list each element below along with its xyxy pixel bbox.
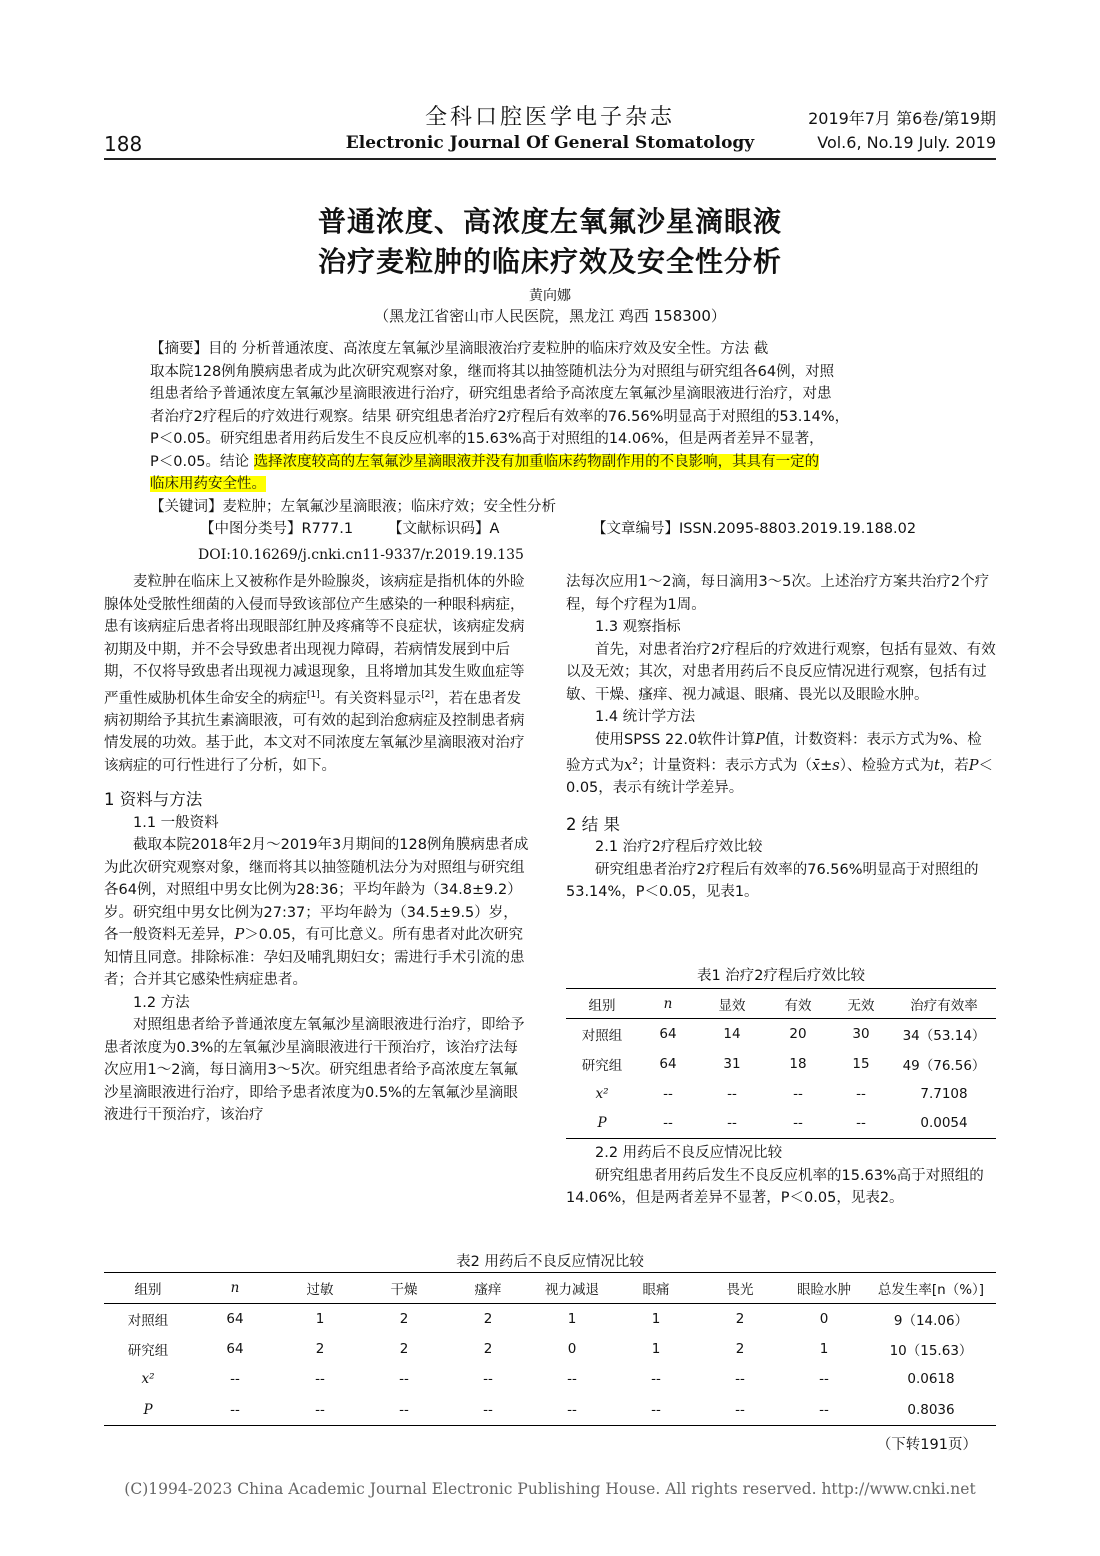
subsection-1-4: 1.4 统计学方法 bbox=[595, 709, 696, 725]
table-cell: 2 bbox=[483, 1310, 493, 1327]
table-header: 过敏 bbox=[306, 1281, 334, 1298]
table-cell: 14 bbox=[723, 1025, 741, 1042]
table-cell: -- bbox=[483, 1371, 493, 1388]
table-row bbox=[104, 1364, 996, 1395]
subsection-1-2: 1.2 方法 bbox=[133, 994, 190, 1011]
left-column bbox=[104, 571, 532, 1127]
table-cell: 9（14.06） bbox=[893, 1312, 969, 1329]
table-row bbox=[104, 1395, 996, 1426]
paragraph-text: 值，计数资料：表示方式为%、检验方式为 bbox=[566, 731, 982, 774]
intro-text: 。有关资料显示 bbox=[319, 690, 422, 707]
table-cell: 64 bbox=[659, 1025, 677, 1042]
subsection-2-2: 2.2 用药后不良反应情况比较 bbox=[595, 1145, 783, 1161]
table-cell: 0.8036 bbox=[907, 1401, 955, 1418]
intro-text: 麦粒肿在临床上又被称作是外睑腺炎，该病症是指机体的外睑腺体处受脓性细菌的入侵而导致该部位产生感染的一种眼科病症，患有该病症后患者将出现眼部红肿及疼痛等不良症状，该病症发病初期及中期，并不会导致患者出现视力障碍，若病情发展到中后期，不仅将导致患者出现视力减退现象，且将增加其发生败血症等严重性威胁机体生命安全的病症 bbox=[104, 574, 525, 707]
table-header: n bbox=[230, 1279, 240, 1296]
paragraph-1-2: 对照组患者给予普通浓度左氧氟沙星滴眼液进行治疗，即给予患者浓度为0.3%的左氧氟沙星滴眼液进行干预治疗，该治疗法每次应用1～2滴，每日滴用3～5次。研究组患者给予高浓度左氧氟沙星滴眼液进行治疗，即给予患者浓度为0.5%的左氧氟沙星滴眼液进行干预治疗，该治疗 bbox=[104, 1017, 525, 1124]
document-code: 【文献标识码】A bbox=[388, 521, 500, 537]
table-cell: -- bbox=[315, 1401, 325, 1418]
abstract-line bbox=[150, 451, 950, 474]
right-column bbox=[566, 571, 996, 904]
paragraph-text: ；计量资料：表示方式为（ bbox=[637, 757, 812, 774]
journal-title-en: Electronic Journal Of General Stomatology bbox=[345, 133, 755, 153]
subsection-2-1: 2.1 治疗2疗程后疗效比较 bbox=[595, 839, 763, 856]
table-cell: 1 bbox=[567, 1310, 577, 1327]
table-header: n bbox=[663, 995, 673, 1012]
table-cell: 34（53.14） bbox=[902, 1027, 986, 1044]
table-cell: x² bbox=[595, 1085, 609, 1102]
abstract bbox=[150, 338, 950, 541]
table-cell: 2 bbox=[735, 1340, 745, 1357]
table-cell: -- bbox=[399, 1371, 409, 1388]
table-row bbox=[566, 1049, 996, 1079]
table-cell: 0.0054 bbox=[920, 1115, 968, 1132]
table-cell: 2 bbox=[399, 1340, 409, 1357]
paragraph-text: ，若 bbox=[939, 757, 969, 774]
table-header: 无效 bbox=[847, 997, 875, 1014]
table-cell: 研究组 bbox=[581, 1057, 623, 1074]
table-header: 有效 bbox=[784, 997, 812, 1014]
intro-text: ，若在患者发病初期给予其抗生素滴眼液，可有效的起到治愈病症及控制患者病情发展的功效。基于此，本文对不同浓度左氧氟沙星滴眼液对治疗该病症的可行性进行了分析，如下。 bbox=[104, 690, 525, 774]
table-header: 瘙痒 bbox=[474, 1281, 502, 1298]
table-header: 治疗有效率 bbox=[910, 997, 978, 1014]
table-cell: -- bbox=[230, 1371, 240, 1388]
table-cell: -- bbox=[856, 1115, 866, 1132]
table-cell: 对照组 bbox=[127, 1312, 169, 1329]
classification-row bbox=[150, 518, 950, 541]
table-cell: 7.7108 bbox=[920, 1085, 968, 1102]
table-cell: -- bbox=[567, 1401, 577, 1418]
table-cell: -- bbox=[793, 1115, 803, 1132]
t-symbol: t bbox=[933, 757, 940, 774]
clc-number: 【中图分类号】R777.1 bbox=[200, 521, 354, 537]
paragraph-1-2-cont: 法每次应用1～2滴，每日滴用3～5次。上述治疗方案共治疗2个疗程，每个疗程为1周。 bbox=[566, 574, 990, 613]
table-cell: -- bbox=[483, 1401, 493, 1418]
table-cell: 1 bbox=[315, 1310, 325, 1327]
article-number: 【文章编号】ISSN.2095-8803.2019.19.188.02 bbox=[592, 521, 917, 537]
paragraph-text: ）、检验方式为 bbox=[839, 757, 934, 774]
paragraph-text: 使用SPSS 22.0软件计算 bbox=[595, 731, 756, 748]
paragraph-1-3: 首先，对患者治疗2疗程后的疗效进行观察，包括有显效、有效以及无效；其次，对患者用药后不良反应情况进行观察，包括有过敏、干燥、瘙痒、视力减退、眼痛、畏光以及眼睑水肿。 bbox=[566, 641, 996, 703]
table-cell: -- bbox=[819, 1401, 829, 1418]
table-cell: 0.0618 bbox=[907, 1371, 955, 1388]
table-cell: 2 bbox=[735, 1310, 745, 1327]
table-cell: 15 bbox=[852, 1055, 870, 1072]
p-symbol: P bbox=[755, 731, 766, 748]
table-cell: -- bbox=[735, 1401, 745, 1418]
table-row bbox=[104, 1303, 996, 1334]
table2 bbox=[104, 1272, 996, 1426]
table-cell: -- bbox=[567, 1371, 577, 1388]
copyright-notice: (C)1994-2023 China Academic Journal Electronic Publishing House. All rights reserved. http://www.cnki.net bbox=[124, 1480, 976, 1498]
table-cell: 64 bbox=[226, 1310, 244, 1327]
table-cell: -- bbox=[651, 1371, 661, 1388]
table-cell: 20 bbox=[789, 1025, 807, 1042]
table-cell: 2 bbox=[483, 1340, 493, 1357]
abstract-text: P＜0.05。结论 bbox=[150, 453, 254, 470]
abstract-line: 者治疗2疗程后的疗效进行观察。结果 研究组患者治疗2疗程后有效率的76.56%明显高于对照组的53.14%， bbox=[150, 408, 850, 425]
table-cell: 0 bbox=[819, 1310, 829, 1327]
table-cell: -- bbox=[727, 1115, 737, 1132]
subsection-1-1: 1.1 一般资料 bbox=[133, 814, 219, 831]
paragraph-1-4 bbox=[566, 729, 996, 800]
table-cell: 10（15.63） bbox=[889, 1342, 973, 1359]
table-header: 组别 bbox=[588, 997, 616, 1014]
table-cell: -- bbox=[819, 1371, 829, 1388]
table-header: 畏光 bbox=[726, 1281, 754, 1298]
abstract-line bbox=[150, 473, 950, 496]
chi-symbol: x bbox=[624, 757, 633, 774]
table-header: 显效 bbox=[718, 997, 746, 1014]
table-header: 眼睑水肿 bbox=[797, 1281, 851, 1298]
paragraph-text: ＜0.05，表示有统计学差异。 bbox=[566, 757, 994, 797]
paragraph-2-2: 研究组患者用药后发生不良反应机率的15.63%高于对照组的14.06%，但是两者差异不显著，P＜0.05，见表2。 bbox=[566, 1167, 984, 1206]
citation[interactable]: [2] bbox=[421, 689, 434, 700]
table-cell: P bbox=[143, 1401, 153, 1418]
article-title-line2: 治疗麦粒肿的临床疗效及安全性分析 bbox=[317, 245, 782, 278]
table-cell: 1 bbox=[819, 1340, 829, 1357]
table-cell: -- bbox=[663, 1085, 673, 1102]
subsection-1-3: 1.3 观察指标 bbox=[595, 619, 681, 635]
article-title-line1: 普通浓度、高浓度左氧氟沙星滴眼液 bbox=[317, 205, 782, 238]
table-header: 总发生率[n（%）] bbox=[877, 1281, 985, 1298]
table-cell: 30 bbox=[852, 1025, 870, 1042]
table-cell: 对照组 bbox=[581, 1027, 623, 1044]
section-heading-1: 1 资料与方法 bbox=[104, 790, 203, 810]
table-cell: 1 bbox=[651, 1340, 661, 1357]
table-cell: 0 bbox=[567, 1340, 577, 1357]
paragraph-2-1: 研究组患者治疗2疗程后有效率的76.56%明显高于对照组的53.14%，P＜0.05，见表1。 bbox=[566, 861, 979, 901]
table-cell: 49（76.56） bbox=[902, 1057, 986, 1074]
page-number: 188 bbox=[104, 132, 143, 156]
table-cell: -- bbox=[651, 1401, 661, 1418]
table-cell: 64 bbox=[659, 1055, 677, 1072]
table-header: 组别 bbox=[134, 1281, 162, 1298]
abstract-line: P＜0.05。研究组患者用药后发生不良反应机率的15.63%高于对照组的14.06%，但是两者差异不显著， bbox=[150, 431, 824, 447]
table-row bbox=[566, 1019, 996, 1049]
table-header: 干燥 bbox=[390, 1281, 418, 1298]
intro-paragraph bbox=[104, 571, 532, 777]
keywords: 【关键词】麦粒肿；左氧氟沙星滴眼液；临床疗效；安全性分析 bbox=[150, 498, 556, 515]
table-cell: -- bbox=[793, 1085, 803, 1102]
section-heading-2: 2 结 果 bbox=[566, 814, 620, 834]
table-cell: -- bbox=[735, 1371, 745, 1388]
doi: DOI:10.16269/j.cnki.cn11-9337/r.2019.19.135 bbox=[198, 547, 524, 563]
p-symbol: P bbox=[234, 927, 245, 944]
table-cell: -- bbox=[230, 1401, 240, 1418]
table-cell: x² bbox=[141, 1371, 155, 1388]
table-row bbox=[566, 1079, 996, 1109]
paragraph-text: 截取本院2018年2月～2019年3月期间的128例角膜病患者成为此次研究观察对象，继而将其以抽签随机法分为对照组与研究组各64例，对照组中男女比例为28:36；平均年龄为（34.8±9.2）岁。研究组中男女比例为27:37；平均年龄为（34.5±9.5）岁，各一般资料无差异， bbox=[104, 837, 529, 944]
abstract-line: 取本院128例角膜病患者成为此次研究观察对象，继而将其以抽签随机法分为对照组与研究组各64例，对照 bbox=[150, 363, 835, 380]
right-column-bottom bbox=[566, 1142, 996, 1210]
header-rule bbox=[104, 158, 996, 160]
affiliation: （黑龙江省密山市人民医院，黑龙江 鸡西 158300） bbox=[374, 307, 726, 325]
table-header-row bbox=[566, 989, 996, 1019]
superscript: 2 bbox=[632, 757, 638, 767]
issue-info-en: Vol.6, No.19 July. 2019 bbox=[817, 133, 996, 152]
table-cell: 31 bbox=[723, 1055, 741, 1072]
abstract-line: 组患者给予普通浓度左氧氟沙星滴眼液进行治疗，研究组患者给予高浓度左氧氟沙星滴眼液进行治疗，对患 bbox=[150, 386, 832, 402]
table-cell: 研究组 bbox=[127, 1342, 169, 1359]
table-cell: -- bbox=[856, 1085, 866, 1102]
table-row bbox=[104, 1334, 996, 1365]
journal-title-cn: 全科口腔医学电子杂志 bbox=[424, 105, 675, 130]
author: 黄向娜 bbox=[529, 288, 571, 304]
table-cell: P bbox=[597, 1115, 607, 1132]
table-cell: 2 bbox=[399, 1310, 409, 1327]
table-header: 眼痛 bbox=[642, 1281, 670, 1298]
table-header-row bbox=[104, 1273, 996, 1304]
table-cell: -- bbox=[315, 1371, 325, 1388]
table-cell: 18 bbox=[789, 1055, 807, 1072]
table-cell: 64 bbox=[226, 1340, 244, 1357]
mean-sd-symbol: x̄±s bbox=[811, 757, 840, 774]
paragraph-text: ＞0.05，有可比意义。所有患者对此次研究知情且同意。排除标准：孕妇及哺乳期妇女；需进行手术引流的患者；合并其它感染性病症患者。 bbox=[104, 927, 525, 989]
paragraph-1-1 bbox=[104, 834, 532, 992]
highlighted-conclusion: 选择浓度较高的左氧氟沙星滴眼液并没有加重临床药物副作用的不良影响，其具有一定的 bbox=[253, 453, 820, 470]
table-cell: 2 bbox=[315, 1340, 325, 1357]
table2-caption: 表2 用药后不良反应情况比较 bbox=[456, 1254, 644, 1270]
table-cell: -- bbox=[727, 1085, 737, 1102]
continued-note: （下转191页） bbox=[876, 1437, 977, 1453]
citation[interactable]: [1] bbox=[307, 689, 320, 700]
table-cell: -- bbox=[663, 1115, 673, 1132]
issue-info-cn: 2019年7月 第6卷/第19期 bbox=[808, 109, 996, 128]
table-cell: -- bbox=[399, 1401, 409, 1418]
table1-caption: 表1 治疗2疗程后疗效比较 bbox=[696, 968, 866, 984]
table-row bbox=[566, 1109, 996, 1139]
table-header: 视力减退 bbox=[545, 1281, 599, 1298]
abstract-line: 【摘要】目的 分析普通浓度、高浓度左氧氟沙星滴眼液治疗麦粒肿的临床疗效及安全性。方法 截 bbox=[150, 341, 769, 357]
highlighted-conclusion: 临床用药安全性。 bbox=[150, 476, 266, 492]
table-cell: 1 bbox=[651, 1310, 661, 1327]
table1 bbox=[566, 988, 996, 1139]
p-symbol: P bbox=[968, 757, 979, 774]
